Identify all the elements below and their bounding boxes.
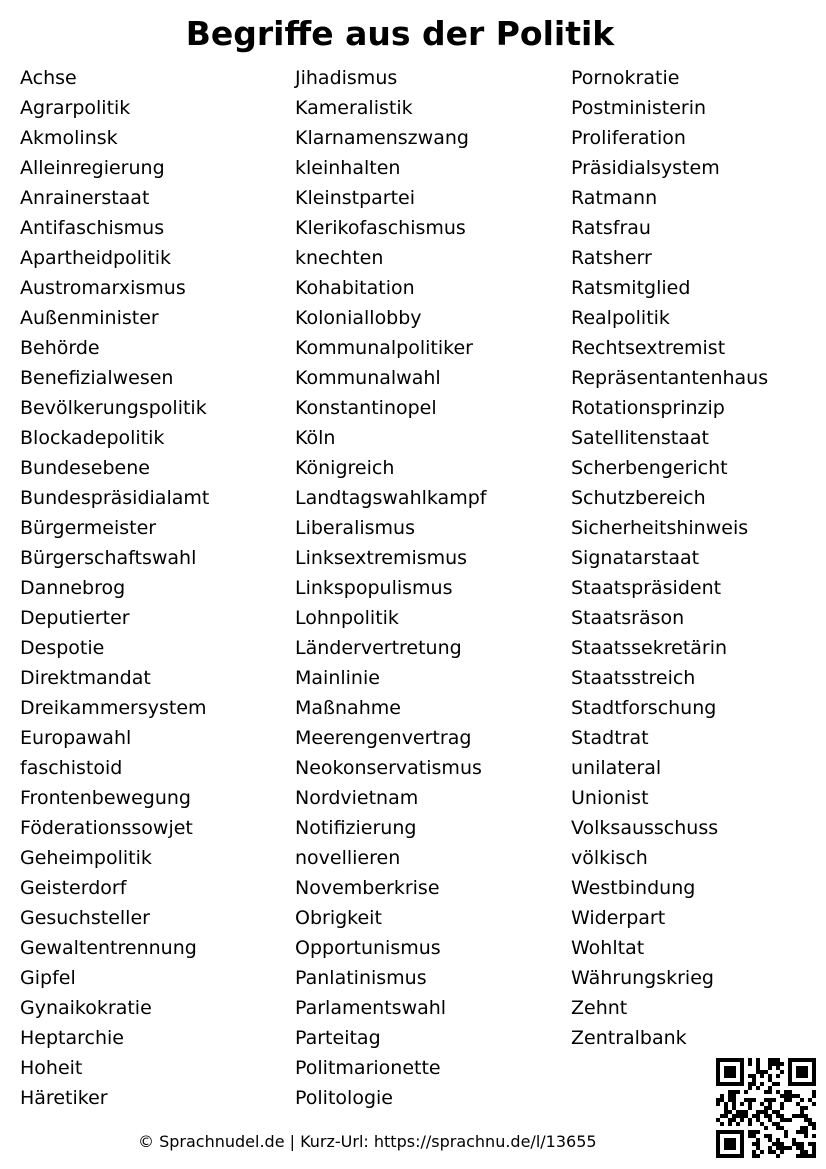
- word-item: Postministerin: [571, 97, 707, 119]
- word-item: Kommunalpolitiker: [295, 337, 473, 359]
- word-item: Frontenbewegung: [20, 787, 191, 809]
- word-item: Blockadepolitik: [20, 427, 165, 449]
- word-item: Scherbengericht: [571, 457, 728, 479]
- word-item: Koloniallobby: [295, 307, 422, 329]
- word-item: Klarnamenszwang: [295, 127, 469, 149]
- word-item: Sicherheitshinweis: [571, 517, 749, 539]
- word-item: Linksextremismus: [295, 547, 468, 569]
- word-item: Föderationssowjet: [20, 817, 193, 839]
- word-item: Proliferation: [571, 127, 686, 149]
- word-item: Ratsmitglied: [571, 277, 691, 299]
- word-item: Linkspopulismus: [295, 577, 453, 599]
- word-item: Zehnt: [571, 997, 628, 1019]
- word-item: Direktmandat: [20, 667, 151, 689]
- word-item: Achse: [20, 67, 77, 89]
- word-item: Gynaikokratie: [20, 997, 152, 1019]
- word-item: Behörde: [20, 337, 100, 359]
- word-item: Außenminister: [20, 307, 159, 329]
- word-item: Kameralistik: [295, 97, 413, 119]
- word-item: Deputierter: [20, 607, 130, 629]
- word-item: Westbindung: [571, 877, 696, 899]
- word-item: Kohabitation: [295, 277, 415, 299]
- word-item: Zentralbank: [571, 1027, 687, 1049]
- word-item: Volksausschuss: [571, 817, 719, 839]
- word-item: Bundespräsidialamt: [20, 487, 210, 509]
- word-item: Landtagswahlkampf: [295, 487, 487, 509]
- word-item: Novemberkrise: [295, 877, 440, 899]
- word-item: Austromarxismus: [20, 277, 186, 299]
- word-item: Parlamentswahl: [295, 997, 447, 1019]
- word-item: Gewaltentrennung: [20, 937, 197, 959]
- word-item: Gipfel: [20, 967, 76, 989]
- footer-credit: © Sprachnudel.de | Kurz-Url: https://sprachnu.de/l/13655: [138, 1132, 597, 1151]
- word-item: Europawahl: [20, 727, 132, 749]
- page-title: Begriffe aus der Politik: [185, 14, 615, 53]
- word-item: Anrainerstaat: [20, 187, 150, 209]
- word-item: Hoheit: [20, 1057, 83, 1079]
- word-item: Signatarstaat: [571, 547, 700, 569]
- word-item: Lohnpolitik: [295, 607, 399, 629]
- qr-code-icon[interactable]: [716, 1058, 816, 1158]
- word-item: unilateral: [571, 757, 662, 779]
- word-item: Dreikammersystem: [20, 697, 207, 719]
- word-item: Bevölkerungspolitik: [20, 397, 207, 419]
- word-item: knechten: [295, 247, 384, 269]
- word-item: faschistoid: [20, 757, 123, 779]
- word-item: Repräsentantenhaus: [571, 367, 769, 389]
- word-item: Mainlinie: [295, 667, 380, 689]
- word-item: Konstantinopel: [295, 397, 437, 419]
- word-item: Wohltat: [571, 937, 645, 959]
- word-item: völkisch: [571, 847, 648, 869]
- word-item: Ratsfrau: [571, 217, 651, 239]
- word-item: Schutzbereich: [571, 487, 706, 509]
- word-item: Präsidialsystem: [571, 157, 720, 179]
- word-item: Kommunalwahl: [295, 367, 441, 389]
- word-item: Ländervertretung: [295, 637, 462, 659]
- word-item: Häretiker: [20, 1087, 108, 1109]
- word-item: Liberalismus: [295, 517, 415, 539]
- word-item: Politologie: [295, 1087, 393, 1109]
- word-item: Jihadismus: [295, 67, 398, 89]
- word-item: Realpolitik: [571, 307, 670, 329]
- word-item: Alleinregierung: [20, 157, 165, 179]
- word-item: Notifizierung: [295, 817, 417, 839]
- word-item: Despotie: [20, 637, 105, 659]
- word-item: Bundesebene: [20, 457, 150, 479]
- word-item: Klerikofaschismus: [295, 217, 466, 239]
- word-item: Apartheidpolitik: [20, 247, 172, 269]
- word-column-3: [571, 63, 768, 1053]
- word-item: Unionist: [571, 787, 649, 809]
- word-item: Satellitenstaat: [571, 427, 709, 449]
- word-item: Neokonservatismus: [295, 757, 482, 779]
- word-item: Köln: [295, 427, 336, 449]
- word-item: Stadtforschung: [571, 697, 717, 719]
- word-item: Geheimpolitik: [20, 847, 152, 869]
- word-item: Staatsräson: [571, 607, 685, 629]
- word-item: novellieren: [295, 847, 401, 869]
- word-item: Geisterdorf: [20, 877, 127, 899]
- word-column-1: [20, 63, 209, 1113]
- word-column-2: [295, 63, 486, 1113]
- word-item: Bürgermeister: [20, 517, 157, 539]
- word-item: Stadtrat: [571, 727, 649, 749]
- word-item: Meerengenvertrag: [295, 727, 472, 749]
- word-item: kleinhalten: [295, 157, 401, 179]
- word-item: Dannebrog: [20, 577, 126, 599]
- word-item: Rotationsprinzip: [571, 397, 725, 419]
- word-item: Agrarpolitik: [20, 97, 131, 119]
- word-item: Rechtsextremist: [571, 337, 726, 359]
- word-item: Staatssekretärin: [571, 637, 728, 659]
- word-item: Parteitag: [295, 1027, 381, 1049]
- word-item: Pornokratie: [571, 67, 680, 89]
- word-item: Kleinstpartei: [295, 187, 416, 209]
- word-item: Antifaschismus: [20, 217, 165, 239]
- word-item: Königreich: [295, 457, 395, 479]
- word-item: Nordvietnam: [295, 787, 419, 809]
- word-item: Opportunismus: [295, 937, 441, 959]
- word-item: Staatsstreich: [571, 667, 696, 689]
- word-item: Heptarchie: [20, 1027, 124, 1049]
- word-item: Obrigkeit: [295, 907, 382, 929]
- word-item: Widerpart: [571, 907, 666, 929]
- word-item: Akmolinsk: [20, 127, 118, 149]
- word-item: Maßnahme: [295, 697, 401, 719]
- word-item: Politmarionette: [295, 1057, 441, 1079]
- word-item: Bürgerschaftswahl: [20, 547, 197, 569]
- word-item: Ratsherr: [571, 247, 652, 269]
- word-item: Benefizialwesen: [20, 367, 174, 389]
- word-item: Währungskrieg: [571, 967, 714, 989]
- word-item: Gesuchsteller: [20, 907, 150, 929]
- word-item: Panlatinismus: [295, 967, 427, 989]
- word-item: Staatspräsident: [571, 577, 722, 599]
- word-item: Ratmann: [571, 187, 658, 209]
